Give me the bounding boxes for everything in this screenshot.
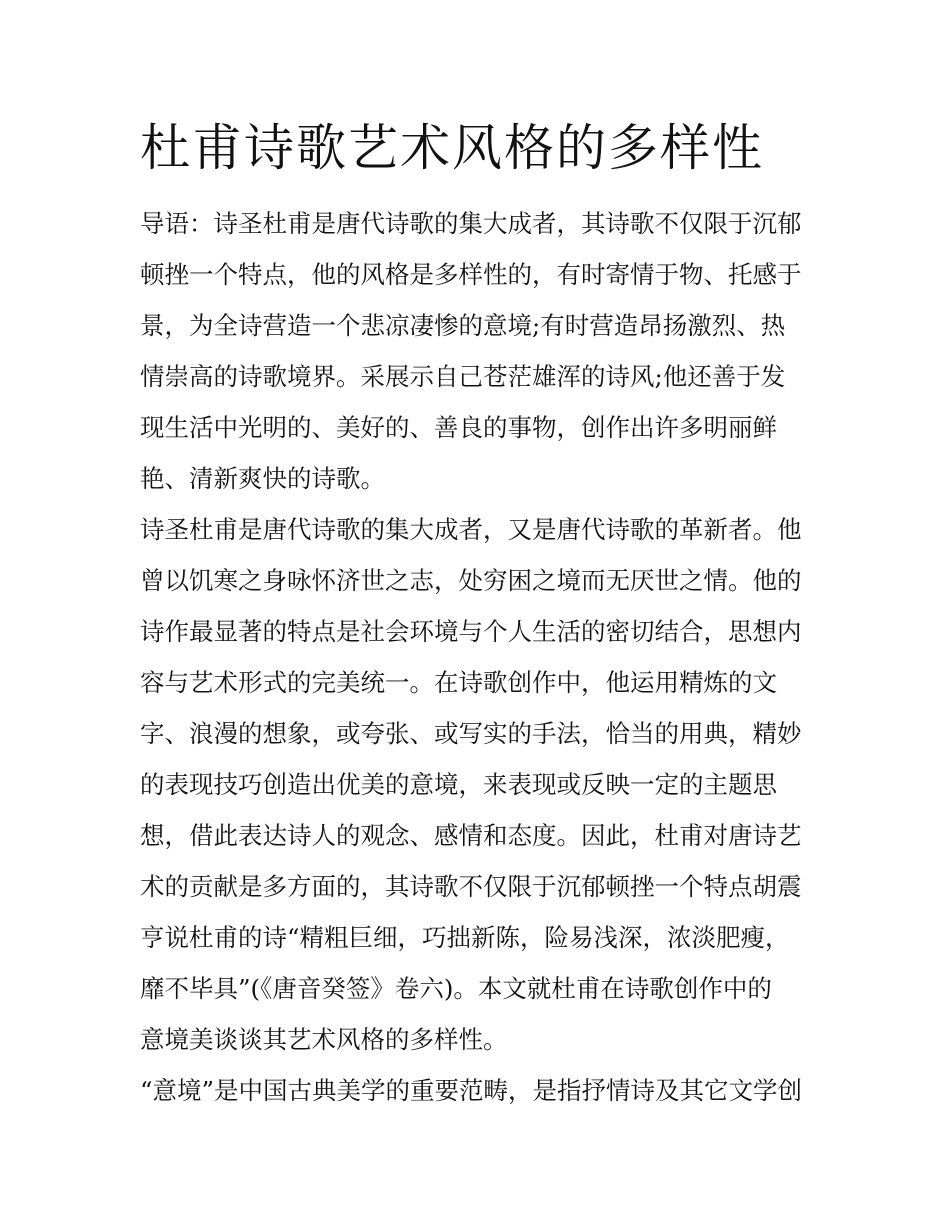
paragraph-yijing bbox=[140, 1065, 830, 1116]
paragraph-intro bbox=[140, 198, 830, 504]
text-line: “意境”是中国古典美学的重要范畴，是指抒情诗及其它文学创 bbox=[140, 1076, 803, 1105]
text-line: 想，借此表达诗人的观念、感情和态度。因此，杜甫对唐诗艺 bbox=[140, 821, 802, 850]
text-line: 曾以饥寒之身咏怀济世之志，处穷困之境而无厌世之情。他的 bbox=[140, 566, 802, 595]
text-line: 现生活中光明的、美好的、善良的事物，创作出许多明丽鲜 bbox=[140, 413, 777, 442]
text-line: 情崇高的诗歌境界。采展示自己苍茫雄浑的诗风;他还善于发 bbox=[140, 362, 786, 391]
text-line: 景，为全诗营造一个悲凉凄惨的意境;有时营造昂扬激烈、热 bbox=[140, 311, 786, 340]
text-line: 顿挫一个特点，他的风格是多样性的，有时寄情于物、托感于 bbox=[140, 260, 802, 289]
document-title: 杜甫诗歌艺术风格的多样性 bbox=[140, 119, 764, 177]
document-body bbox=[140, 198, 830, 1116]
text-line: 靡不毕具”(《唐音癸签》卷六)。本文就杜甫在诗歌创作中的 bbox=[140, 974, 772, 1003]
text-line: 术的贡献是多方面的，其诗歌不仅限于沉郁顿挫一个特点胡震 bbox=[140, 872, 802, 901]
text-line: 字、浪漫的想象，或夸张、或写实的手法，恰当的用典，精妙 bbox=[140, 719, 802, 748]
text-line: 意境美谈谈其艺术风格的多样性。 bbox=[140, 1025, 508, 1054]
text-line: 诗圣杜甫是唐代诗歌的集大成者，又是唐代诗歌的革新者。他 bbox=[140, 515, 802, 544]
text-line: 的表现技巧创造出优美的意境，来表现或反映一定的主题思 bbox=[140, 770, 777, 799]
text-line: 亨说杜甫的诗“精粗巨细，巧拙新陈，险易浅深，浓淡肥瘦， bbox=[140, 923, 790, 952]
text-line: 艳、清新爽快的诗歌。 bbox=[140, 464, 385, 493]
paragraph-main bbox=[140, 504, 830, 1065]
text-line: 诗作最显著的特点是社会环境与个人生活的密切结合，思想内 bbox=[140, 617, 802, 646]
text-line: 导语：诗圣杜甫是唐代诗歌的集大成者，其诗歌不仅限于沉郁 bbox=[140, 209, 802, 238]
text-line: 容与艺术形式的完美统一。在诗歌创作中，他运用精炼的文 bbox=[140, 668, 777, 697]
